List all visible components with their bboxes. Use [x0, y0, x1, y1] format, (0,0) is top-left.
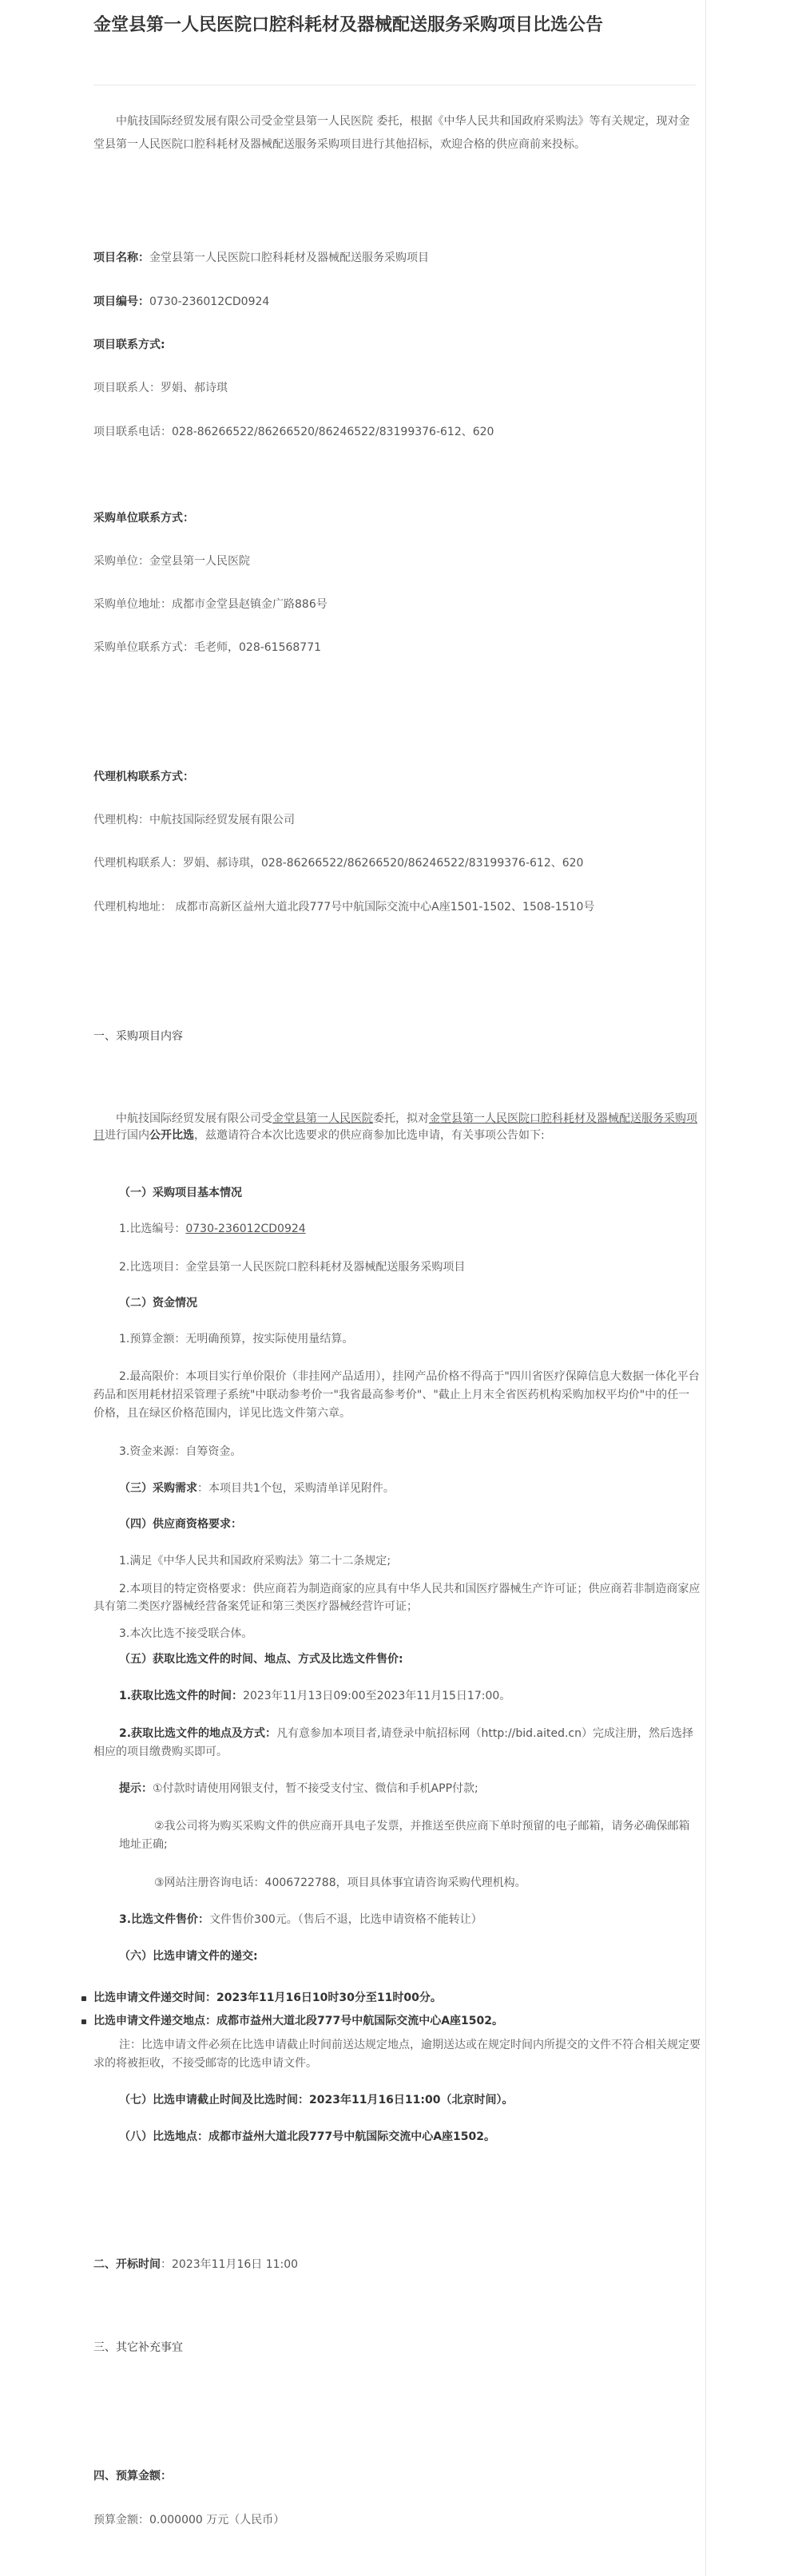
section3-heading: 三、其它补充事宜	[93, 2341, 183, 2354]
tip-3: ③网站注册咨询电话：4006722788，项目具体事宜请咨询采购代理机构。	[154, 1877, 526, 1889]
project-link-text: 金堂县第一人民医院口腔科耗材及器械配送服务采购项目	[93, 1112, 697, 1142]
project-contact-phone: 项目联系电话：028-86266522/86266520/86246522/83199376-612、620	[93, 426, 494, 438]
buyer-link-text: 金堂县第一人民医院	[272, 1112, 373, 1125]
section1-intro-a: 中航技国际经贸发展有限公司受	[116, 1112, 272, 1125]
basic-info-number-value: 0730-236012CD0924	[185, 1223, 306, 1235]
project-name-value: 金堂县第一人民医院口腔科耗材及器械配送服务采购项目	[149, 252, 429, 264]
budget-amount: 预算金额：0.000000 万元（人民币）	[93, 2514, 285, 2526]
project-contact-heading: 项目联系方式:	[93, 339, 165, 351]
fund-source: 3.资金来源：自筹资金。	[119, 1445, 242, 1458]
file-place-value: 凡有意参加本项目者,请登录中航招标网（http://bid.aited.cn）完成注册，然后选择相应的项目缴费购买即可。	[93, 1727, 693, 1758]
project-number-label: 项目编号：	[93, 295, 149, 308]
basic-info-number	[119, 1221, 306, 1237]
section2-label: 二、开标时间	[93, 2258, 161, 2271]
file-time-label: 1.获取比选文件的时间：	[119, 1690, 244, 1702]
project-number	[93, 294, 269, 310]
deadline: （七）比选申请截止时间及比选时间：2023年11月16日11:00（北京时间）。	[119, 2094, 514, 2106]
submit-time: 比选申请文件递交时间：2023年11月16日10时30分至11时00分。	[93, 1991, 442, 2004]
qualification-3: 3.本次比选不接受联合体。	[119, 1627, 253, 1640]
section2-value: ：2023年11月16日 11:00	[161, 2258, 299, 2271]
project-number-value: 0730-236012CD0924	[149, 295, 270, 308]
project-name	[93, 250, 429, 266]
file-price-value: 文件售价300元。（售后不退，比选申请资格不能转让）	[209, 1913, 482, 1926]
project-contact-person: 项目联系人：罗娟、郝诗琪	[93, 382, 228, 394]
fund-limit: 2.最高限价：本项目实行单价限价（非挂网产品适用），挂网产品价格不得高于"四川省医疗保障信息大数据一体化平台药品和医用耗材招采管理子系统"中联动参考价一"我省最高参考价"、"截止上月末全省医药机构采购加权平均价"中的任一价格，且在绿区价格范围内，详见比选文件第六章。	[93, 1370, 700, 1420]
section4-heading: 四、预算金额：	[93, 2470, 172, 2483]
basic-info-number-label: 1.比选编号：	[119, 1223, 186, 1235]
submit-place: 比选申请文件递交地点：成都市益州大道北段777号中航国际交流中心A座1502。	[93, 2015, 504, 2027]
intro-paragraph: 中航技国际经贸发展有限公司受金堂县第一人民医院 委托，根据《中华人民共和国政府采购法》等有关规定，现对金堂县第一人民医院口腔科耗材及器械配送服务采购项目进行其他招标，欢迎合格的供应商前来投标。	[93, 115, 690, 151]
agency-contact: 代理机构联系人：罗娟、郝诗琪，028-86266522/86266520/86246522/83199376-612、620	[93, 857, 584, 870]
fund-heading: （二）资金情况	[119, 1297, 197, 1310]
project-name-label: 项目名称：	[93, 252, 149, 264]
submit-heading: （六）比选申请文件的递交:	[119, 1950, 258, 1963]
demand-text: ：本项目共1个包，采购清单详见附件。	[197, 1482, 395, 1495]
qualification-1: 1.满足《中华人民共和国政府采购法》第二十二条规定;	[119, 1555, 391, 1567]
tip-1-text: ①付款时请使用网银支付，暂不接受支付宝、微信和手机APP付款;	[153, 1782, 478, 1795]
buyer-address: 采购单位地址：成都市金堂县赵镇金广路886号	[93, 598, 328, 611]
file-price-label: 3.比选文件售价：	[119, 1913, 210, 1926]
location: （八）比选地点：成都市益州大道北段777号中航国际交流中心A座1502。	[119, 2130, 496, 2143]
section1-intro-g: ，兹邀请符合本次比选要求的供应商参加比选申请，有关事项公告如下:	[194, 1129, 545, 1142]
buyer-heading: 采购单位联系方式：	[93, 512, 194, 525]
section1-intro-c: 委托，拟对	[373, 1112, 429, 1125]
agency-name: 代理机构：中航技国际经贸发展有限公司	[93, 814, 295, 826]
basic-info-heading: （一）采购项目基本情况	[119, 1187, 242, 1199]
page-title: 金堂县第一人民医院口腔科耗材及器械配送服务采购项目比选公告	[93, 15, 604, 35]
section1-intro-f: 公开比选	[149, 1129, 194, 1142]
basic-info-project: 2.比选项目：金堂县第一人民医院口腔科耗材及器械配送服务采购项目	[119, 1261, 466, 1274]
file-time	[119, 1688, 510, 1704]
file-place	[93, 1725, 701, 1762]
agency-address: 代理机构地址： 成都市高新区益州大道北段777号中航国际交流中心A座1501-1502、1508-1510号	[93, 901, 595, 913]
tip-2: ②我公司将为购买采购文件的供应商开具电子发票，并推送至供应商下单时预留的电子邮箱，请务必确保邮箱地址正确;	[119, 1820, 690, 1851]
section1-heading: 一、采购项目内容	[93, 1030, 183, 1043]
qualification-2: 2.本项目的特定资格要求：供应商若为制造商家的应具有中华人民共和国医疗器械生产许可证；供应商若非制造商家应具有第二类医疗器械经营备案凭证和第三类医疗器械经营许可证；	[93, 1583, 701, 1613]
qualification-heading: （四）供应商资格要求：	[119, 1518, 242, 1531]
tip-label: 提示：	[119, 1782, 153, 1795]
tip-1	[119, 1781, 478, 1797]
file-heading: （五）获取比选文件的时间、地点、方式及比选文件售价:	[119, 1653, 403, 1666]
buyer-unit: 采购单位：金堂县第一人民医院	[93, 555, 250, 568]
fund-budget: 1.预算金额：无明确预算，按实际使用量结算。	[119, 1333, 354, 1345]
file-place-label: 2.获取比选文件的地点及方式：	[119, 1727, 277, 1740]
buyer-contact: 采购单位联系方式：毛老师，028-61568771	[93, 641, 322, 654]
section2-line	[93, 2257, 298, 2273]
section1-intro	[93, 1111, 701, 1144]
agency-heading: 代理机构联系方式：	[93, 771, 194, 783]
file-time-value: 2023年11月13日09:00至2023年11月15日17:00。	[243, 1690, 511, 1702]
demand-label: （三）采购需求	[119, 1482, 197, 1495]
file-price	[119, 1912, 482, 1928]
submit-note: 注：比选申请文件必须在比选申请截止时间前送达规定地点，逾期送达或在规定时间内所提交的文件不符合相关规定要求的将被拒收，不接受邮寄的比选申请文件。	[93, 2039, 701, 2070]
section1-intro-e: 进行国内	[105, 1129, 149, 1142]
demand-line	[119, 1480, 395, 1496]
